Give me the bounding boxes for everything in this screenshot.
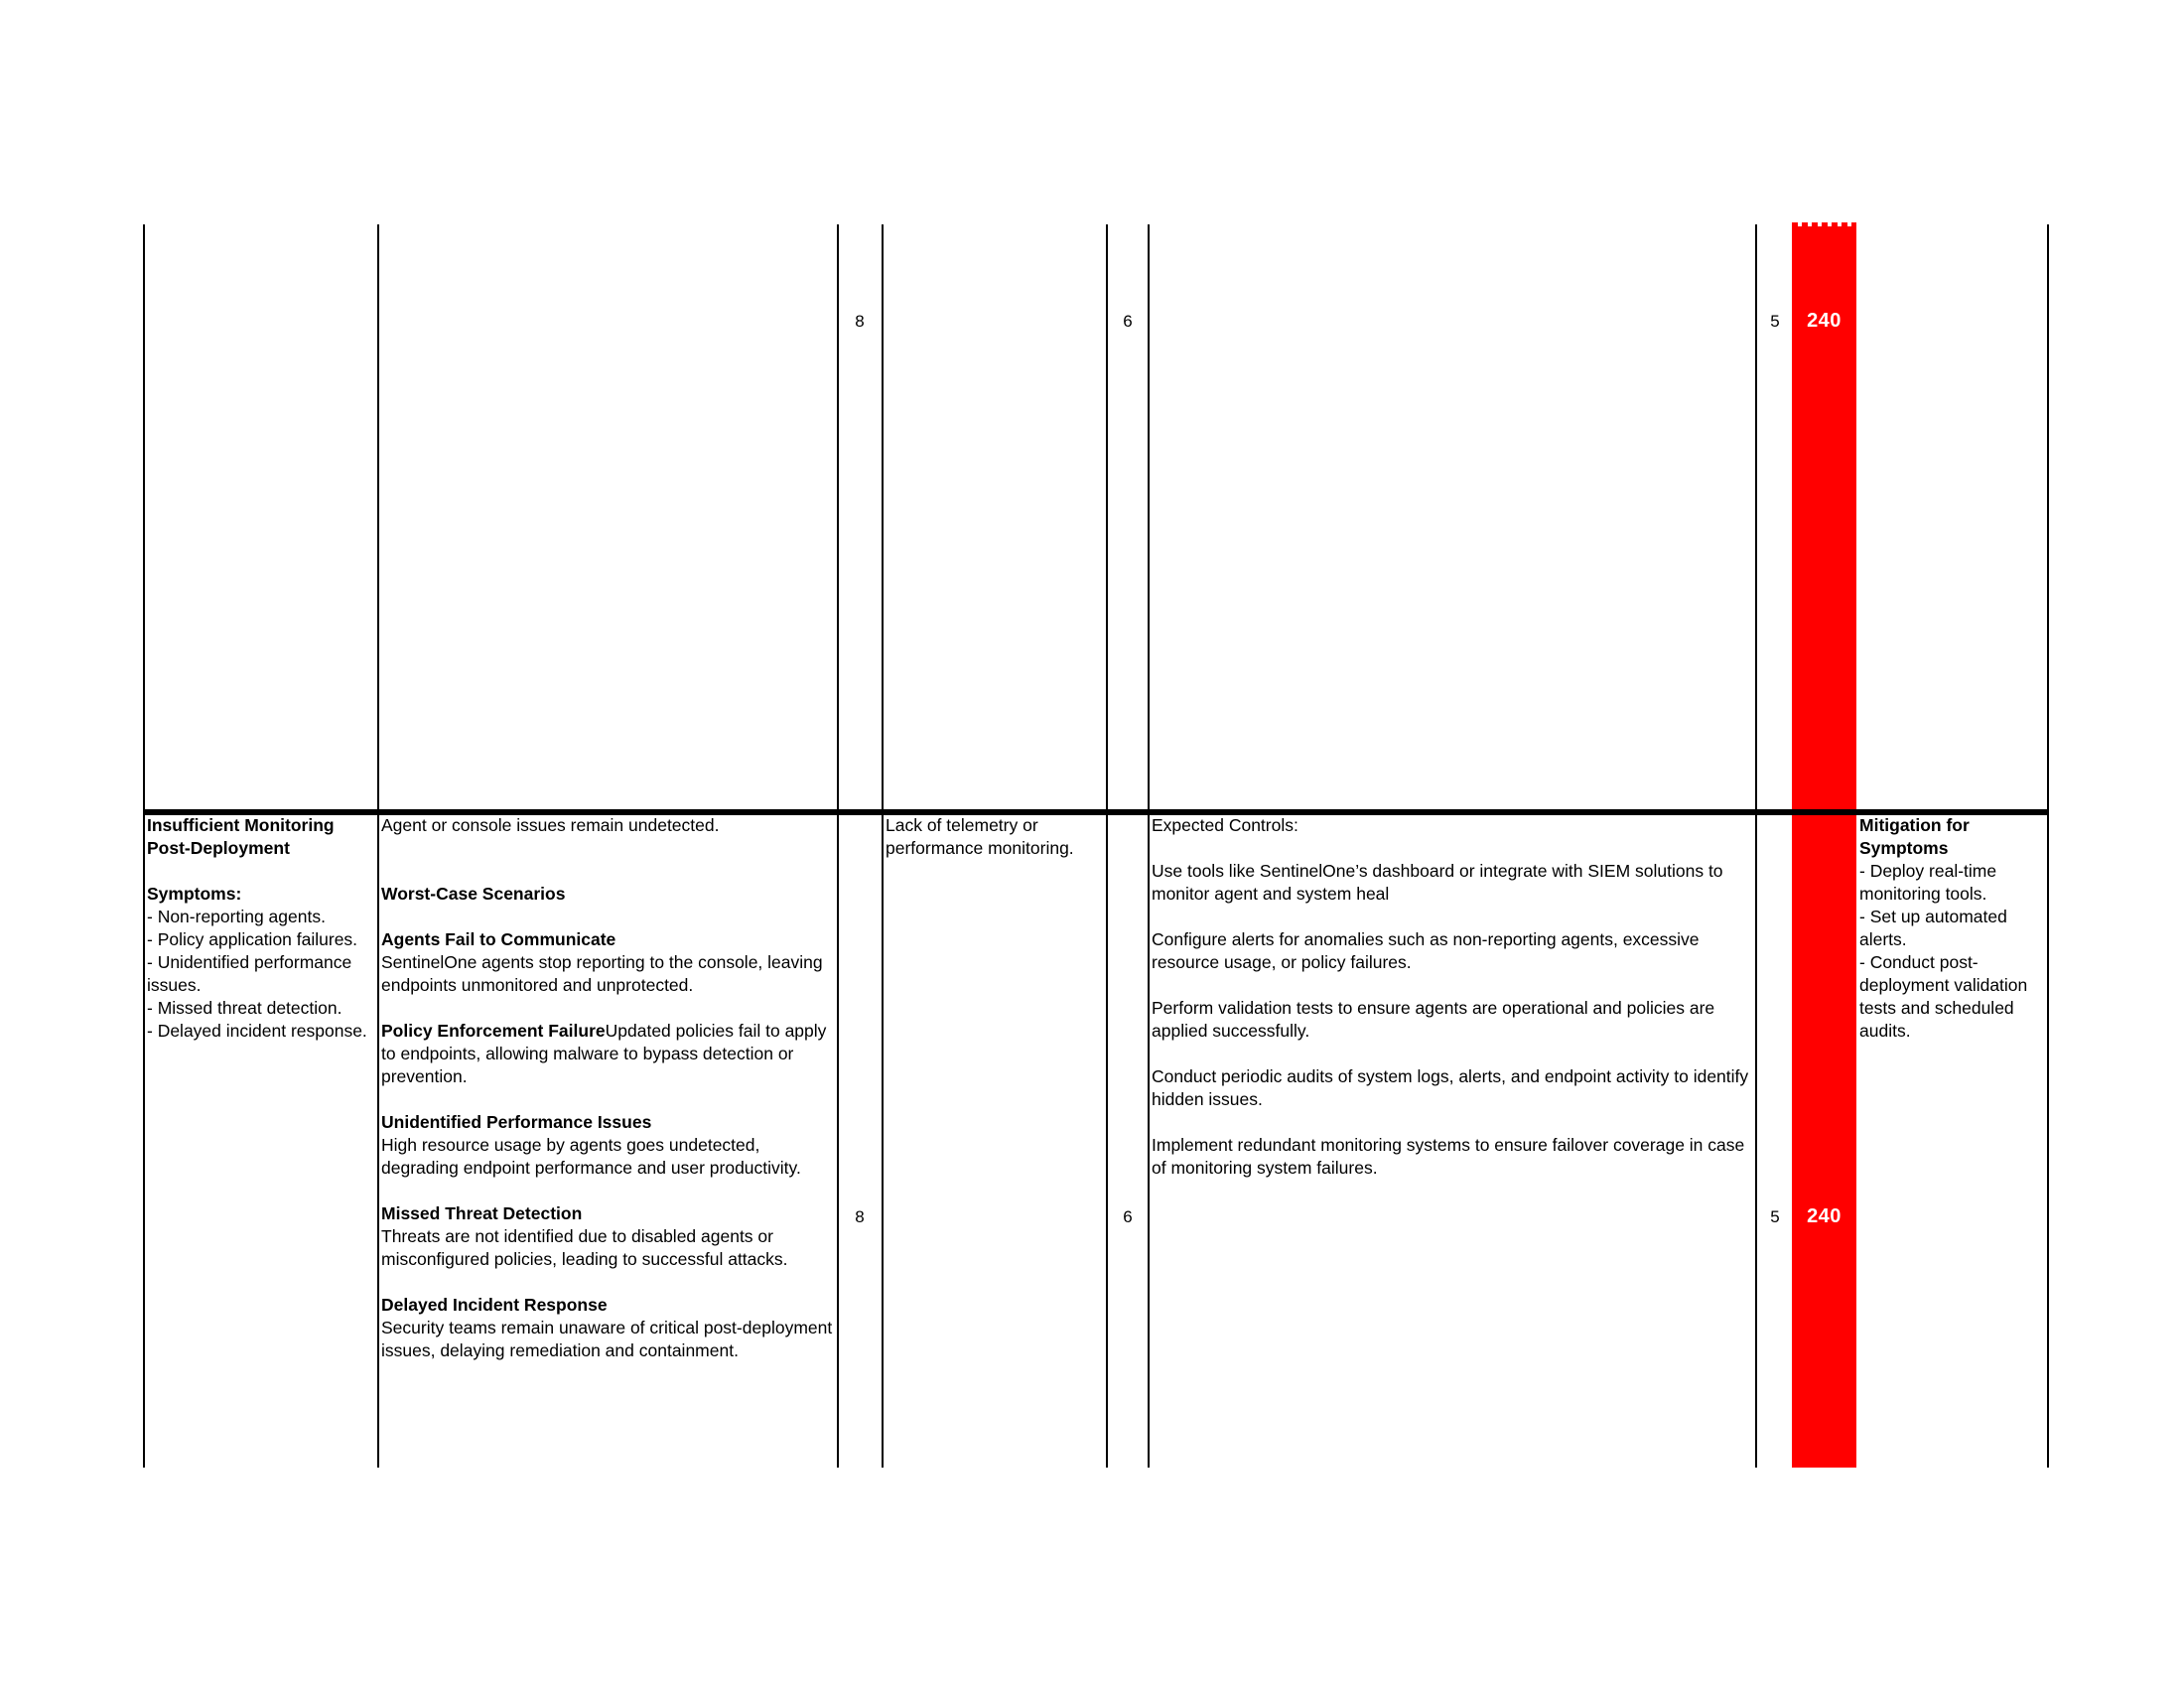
scenario-text: Threats are not identified due to disabled agents or misconfigured policies, leading to successful attacks. [381, 1226, 788, 1269]
mitigation-item: - Set up automated alerts. [1859, 907, 2007, 949]
effects-intro: Agent or console issues remain undetected. [381, 815, 720, 835]
occurrence-value: 6 [1123, 1207, 1133, 1226]
grid-line-3 [837, 224, 839, 1468]
mitigation-cell [1859, 814, 2044, 1043]
mitigation-item: - Deploy real-time monitoring tools. [1859, 861, 1997, 904]
control-item: Perform validation tests to ensure agents are operational and policies are applied successfully. [1152, 998, 1715, 1041]
grid-line-7 [1755, 224, 1757, 1468]
effects-cell [381, 814, 834, 1362]
symptom-item: - Delayed incident response. [147, 1021, 367, 1041]
grid-line-5 [1106, 224, 1108, 1468]
control-item: Configure alerts for anomalies such as non-reporting agents, excessive resource usage, or policy failures. [1152, 929, 1700, 972]
symptoms-heading: Symptoms: [147, 884, 242, 904]
mitigation-heading: Mitigation for Symptoms [1859, 815, 1970, 858]
prev-detection-value: 5 [1770, 312, 1780, 331]
scenario-text: SentinelOne agents stop reporting to the console, leaving endpoints unmonitored and unprotected. [381, 952, 823, 995]
prev-severity-value: 8 [855, 312, 865, 331]
grid-line-2 [377, 224, 379, 1468]
control-item: Use tools like SentinelOne’s dashboard or integrate with SIEM solutions to monitor agent and system heal [1152, 861, 1723, 904]
rpn-highlight-column [1792, 224, 1856, 1468]
worst-case-heading: Worst-Case Scenarios [381, 884, 566, 904]
symptom-item: - Missed threat detection. [147, 998, 342, 1018]
prev-rpn-value: 240 [1807, 310, 1842, 332]
cause-cell: Lack of telemetry or performance monitoring. [886, 815, 1074, 858]
grid-line-8 [2047, 224, 2049, 1468]
symptom-item: - Non-reporting agents. [147, 907, 326, 926]
severity-value: 8 [855, 1207, 865, 1226]
grid-line-1 [143, 224, 145, 1468]
rpn-column-top-edge [1792, 222, 1856, 226]
scenario-title: Agents Fail to Communicate [381, 929, 616, 949]
scenario-title: Missed Threat Detection [381, 1203, 583, 1223]
control-item: Implement redundant monitoring systems to ensure failover coverage in case of monitoring system failures. [1152, 1135, 1745, 1178]
rpn-value: 240 [1807, 1205, 1842, 1227]
control-item: Conduct periodic audits of system logs, alerts, and endpoint activity to identify hidden issues. [1152, 1066, 1749, 1109]
symptom-item: - Policy application failures. [147, 929, 358, 949]
scenario-policy [381, 1020, 834, 1088]
detection-value: 5 [1770, 1207, 1780, 1226]
grid-line-4 [882, 224, 884, 1468]
scenario-text: Security teams remain unaware of critical post-deployment issues, delaying remediation and containment. [381, 1318, 833, 1360]
grid-line-6 [1148, 224, 1150, 1468]
failure-mode-cell [147, 814, 373, 1043]
scenario-title: Unidentified Performance Issues [381, 1112, 652, 1132]
scenario-text: High resource usage by agents goes undetected, degrading endpoint performance and user productivity. [381, 1135, 801, 1178]
scenario-title: Policy Enforcement Failure [381, 1021, 606, 1041]
scenario-title: Delayed Incident Response [381, 1295, 608, 1315]
prev-occurrence-value: 6 [1123, 312, 1133, 331]
failure-mode-title: Insufficient Monitoring Post-Deployment [147, 815, 335, 858]
symptom-item: - Unidentified performance issues. [147, 952, 352, 995]
scenario-text: Updated policies fail to apply to endpoints, allowing malware to bypass detection or prevention. [381, 1021, 827, 1086]
controls-heading: Expected Controls: [1152, 815, 1298, 835]
mitigation-item: - Conduct post-deployment validation tests and scheduled audits. [1859, 952, 2028, 1041]
controls-cell [1152, 814, 1751, 1180]
